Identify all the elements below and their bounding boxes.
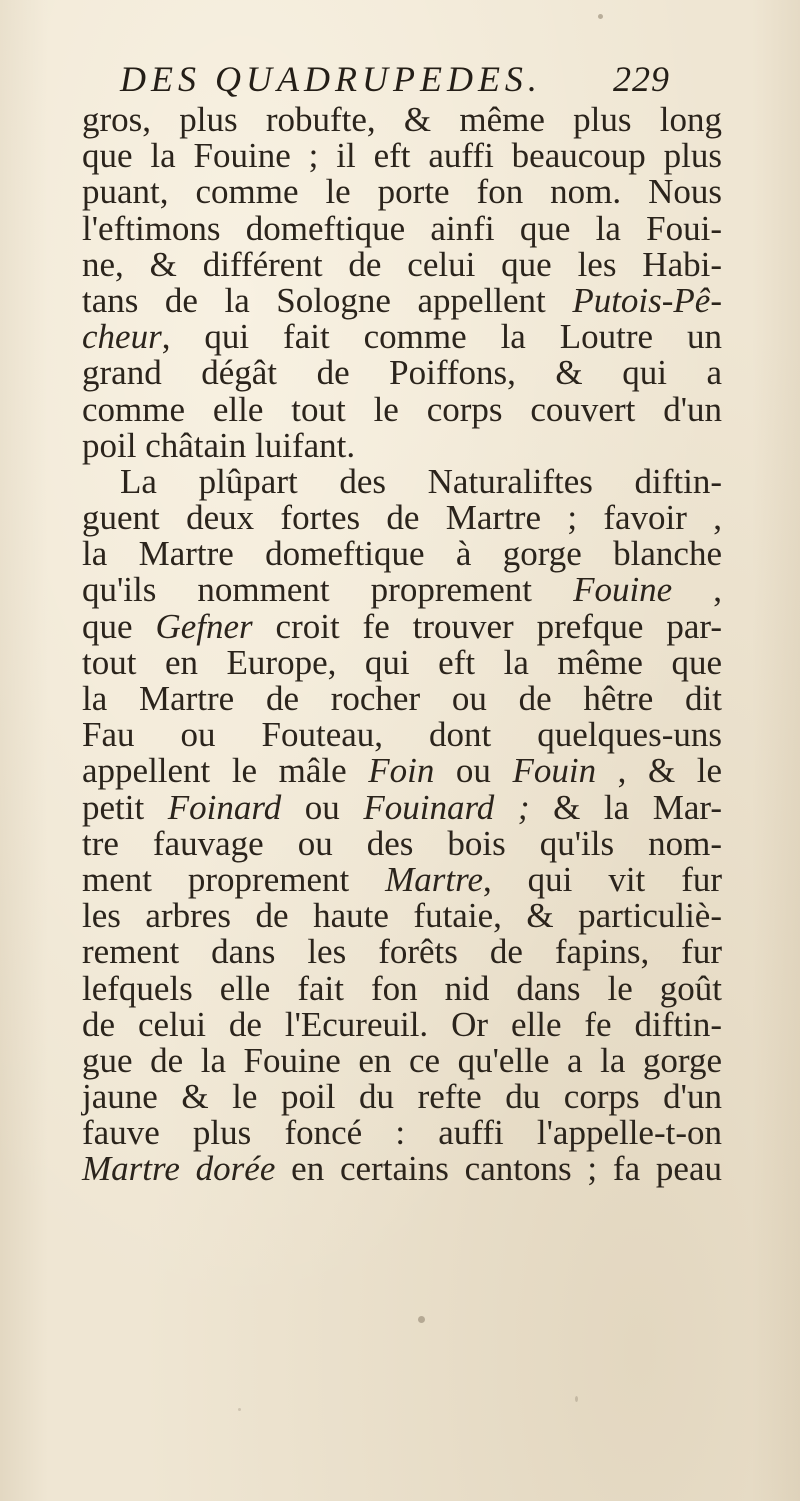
text-run: , [672,570,722,610]
text-line [82,425,722,465]
text-run: jaune & le poil du refte du corps d'un [82,1077,722,1117]
text-line [82,500,722,536]
text-line [82,717,722,753]
text-line [82,1115,722,1151]
text-run: fauve plus foncé : auffi l'appelle-t-on [82,1113,722,1153]
italic-term: Fouine [573,570,673,610]
text-run: les arbres de haute futaie, & particuliè- [82,896,722,936]
italic-term: Fouinard ; [363,787,530,827]
text-line [82,244,722,284]
text-run: , qui vit fur [483,859,723,899]
text-run: grand dégât de Poiffons, & qui a [82,353,722,393]
text-run: gros, plus robufte, & même plus long [82,100,722,139]
text-line [82,753,722,789]
text-run: poil châtain luifant. [82,425,356,465]
text-run: tre fauvage ou des bois qu'ils nom- [82,823,722,863]
text-line [82,859,723,899]
text-run: La plûpart des Naturaliftes diftin- [120,461,722,501]
text-run: la Martre de rocher ou de hêtre dit [82,679,722,718]
text-run: appellent le mâle [82,751,369,791]
text-line [82,1151,722,1187]
text-run: Fau ou Fouteau, dont quelques-uns [82,715,722,755]
running-head [120,58,670,100]
text-run: qu'ils nomment proprement [82,570,574,610]
text-run: tout en Europe, qui eft la même que [82,642,722,682]
text-line [82,461,722,501]
text-line [82,681,722,717]
italic-term: Foin [368,751,435,791]
running-head-title: DES QUADRUPEDES. [120,59,542,99]
text-line [82,102,722,138]
text-line [82,536,722,572]
text-run: , qui fait comme la Loutre un [161,317,722,357]
text-run: guent deux fortes de Martre ; favoir , [82,498,722,538]
paper-speck [598,14,603,19]
italic-term: Martre dorée [82,1149,276,1189]
text-run: la Martre domeftique à gorge blanche [82,534,722,574]
text-line [82,138,722,174]
text-run: & la Mar- [529,787,722,827]
text-run: comme elle tout le corps couvert d'un [82,389,722,429]
text-run: ne, & différent de celui que les Habi- [82,244,722,284]
text-line [82,208,722,248]
paper-speck [575,1396,578,1402]
text-line [82,355,722,391]
text-run: gue de la Fouine en ce qu'elle a la gorge [82,1040,722,1080]
italic-term: cheur [82,317,162,357]
text-run: croit fe trouver prefque par- [252,606,723,646]
text-run: que [82,606,156,646]
text-line [82,319,722,355]
text-run: lefquels elle fait fon nid dans le goût [82,968,722,1008]
text-run: ment proprement [82,859,386,899]
italic-term: Putois-Pê- [572,280,722,320]
text-run: rement dans les forêts de fapins, fur [82,932,722,972]
text-run: ou [281,787,364,827]
text-line [82,1004,722,1044]
text-line [82,1040,722,1080]
text-line [82,606,723,646]
text-line [82,572,722,608]
paper-speck [238,1408,241,1411]
text-line [82,787,722,827]
text-run: petit [82,787,168,827]
text-run: tans de la Sologne appellent [82,280,573,320]
text-run: puant, comme le porte fon nom. Nous [82,172,722,212]
text-line [82,823,722,863]
text-line [82,642,722,682]
text-run: l'eftimons domeftique ainfi que la Foui- [82,208,722,248]
text-line [82,968,722,1008]
text-run: , & le [596,751,722,791]
italic-term: Fouin [512,751,597,791]
body-text [82,102,722,1188]
text-run: de celui de l'Ecureuil. Or elle fe diftin- [82,1004,722,1044]
italic-term: Foinard [167,787,282,827]
text-line [82,934,722,970]
text-line [82,898,722,934]
italic-term: Gefner [155,606,253,646]
text-run: ou [434,751,513,791]
text-line [82,280,722,320]
text-run: que la Fouine ; il eft auffi beaucoup plus [82,136,722,176]
italic-term: Martre [385,859,484,899]
text-line [82,174,722,210]
text-line [82,1079,722,1115]
text-run: en certains cantons ; fa peau [275,1149,722,1189]
paper-speck [418,1316,425,1323]
page-number: 229 [613,59,670,99]
text-line [82,389,722,429]
